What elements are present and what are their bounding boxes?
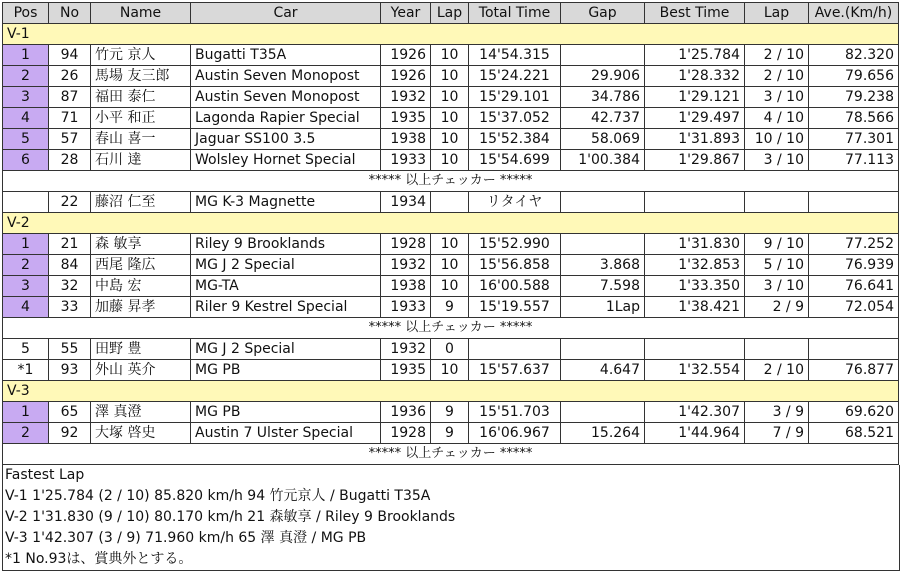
lap-cell: 10 — [431, 108, 469, 129]
year-cell: 1935 — [381, 108, 431, 129]
year-cell: 1933 — [381, 150, 431, 171]
car-cell: Austin Seven Monopost — [191, 87, 381, 108]
year-cell: 1938 — [381, 129, 431, 150]
number-cell: 65 — [49, 402, 91, 423]
total-time-cell — [469, 339, 561, 360]
number-cell: 71 — [49, 108, 91, 129]
number-cell: 55 — [49, 339, 91, 360]
lap-cell: 10 — [431, 276, 469, 297]
total-time-cell: 15'54.699 — [469, 150, 561, 171]
best-time-cell: 1'29.497 — [645, 108, 745, 129]
footer-line: V-2 1'31.830 (9 / 10) 80.170 km/h 21 森敏享 / Riley 9 Brooklands — [5, 509, 456, 525]
class-row — [3, 381, 899, 402]
best-lap-cell — [745, 192, 809, 213]
lap-cell: 9 — [431, 423, 469, 444]
average-speed-cell: 69.620 — [809, 402, 899, 423]
lap-cell: 10 — [431, 234, 469, 255]
lap-cell: 9 — [431, 402, 469, 423]
best-time-cell — [645, 339, 745, 360]
header-no: No — [49, 3, 91, 24]
driver-name-cell: 春山 喜一 — [91, 129, 191, 150]
car-cell: MG PB — [191, 402, 381, 423]
average-speed-cell — [809, 192, 899, 213]
table-body — [3, 24, 899, 465]
pos-cell: 5 — [3, 129, 49, 150]
car-cell: MG J 2 Special — [191, 339, 381, 360]
total-time-cell: 15'56.858 — [469, 255, 561, 276]
table-row — [3, 402, 899, 423]
header-gap: Gap — [561, 3, 645, 24]
class-label: V-1 — [3, 24, 899, 45]
table-row — [3, 276, 899, 297]
total-time-cell: 15'37.052 — [469, 108, 561, 129]
lap-cell: 10 — [431, 150, 469, 171]
table-row — [3, 150, 899, 171]
number-cell: 33 — [49, 297, 91, 318]
total-time-cell: 16'06.967 — [469, 423, 561, 444]
average-speed-cell: 79.656 — [809, 66, 899, 87]
class-label: V-3 — [3, 381, 899, 402]
best-lap-cell: 3 / 10 — [745, 150, 809, 171]
average-speed-cell: 76.939 — [809, 255, 899, 276]
gap-cell — [561, 339, 645, 360]
pos-cell: 5 — [3, 339, 49, 360]
pos-cell: 2 — [3, 66, 49, 87]
best-time-cell: 1'33.350 — [645, 276, 745, 297]
best-lap-cell: 9 / 10 — [745, 234, 809, 255]
best-time-cell: 1'28.332 — [645, 66, 745, 87]
number-cell: 32 — [49, 276, 91, 297]
class-row — [3, 213, 899, 234]
table-row — [3, 360, 899, 381]
table-row — [3, 339, 899, 360]
footer-line: *1 No.93は、賞典外とする。 — [5, 551, 193, 567]
gap-cell — [561, 234, 645, 255]
number-cell: 22 — [49, 192, 91, 213]
table-row — [3, 45, 899, 66]
car-cell: MG J 2 Special — [191, 255, 381, 276]
lap-cell: 9 — [431, 297, 469, 318]
header-year: Year — [381, 3, 431, 24]
average-speed-cell: 77.252 — [809, 234, 899, 255]
best-lap-cell: 3 / 10 — [745, 87, 809, 108]
lap-cell: 10 — [431, 129, 469, 150]
best-time-cell: 1'29.121 — [645, 87, 745, 108]
table-row — [3, 192, 899, 213]
header-total-time: Total Time — [469, 3, 561, 24]
total-time-cell: 15'52.384 — [469, 129, 561, 150]
best-lap-cell: 7 / 9 — [745, 423, 809, 444]
pos-cell: 2 — [3, 423, 49, 444]
driver-name-cell: 澤 真澄 — [91, 402, 191, 423]
car-cell: Austin Seven Monopost — [191, 66, 381, 87]
pos-cell: 1 — [3, 402, 49, 423]
table-row — [3, 87, 899, 108]
lap-cell: 10 — [431, 360, 469, 381]
header-row — [3, 3, 899, 24]
pos-cell: 4 — [3, 297, 49, 318]
year-cell: 1932 — [381, 87, 431, 108]
total-time-cell: 15'52.990 — [469, 234, 561, 255]
year-cell: 1926 — [381, 45, 431, 66]
number-cell: 94 — [49, 45, 91, 66]
driver-name-cell: 小平 和正 — [91, 108, 191, 129]
checker-note: ***** 以上チェッカー ***** — [3, 444, 899, 465]
footer-line: V-1 1'25.784 (2 / 10) 85.820 km/h 94 竹元京人 / Bugatti T35A — [5, 488, 431, 504]
gap-cell: 1'00.384 — [561, 150, 645, 171]
lap-cell: 0 — [431, 339, 469, 360]
pos-cell — [3, 192, 49, 213]
year-cell: 1926 — [381, 66, 431, 87]
footer-title: Fastest Lap — [5, 467, 85, 483]
average-speed-cell: 76.641 — [809, 276, 899, 297]
best-time-cell: 1'29.867 — [645, 150, 745, 171]
header-best-lap: Lap — [745, 3, 809, 24]
car-cell: Lagonda Rapier Special — [191, 108, 381, 129]
checker-note: ***** 以上チェッカー ***** — [3, 171, 899, 192]
best-lap-cell: 2 / 10 — [745, 360, 809, 381]
driver-name-cell: 西尾 隆広 — [91, 255, 191, 276]
average-speed-cell: 79.238 — [809, 87, 899, 108]
year-cell: 1935 — [381, 360, 431, 381]
table-row — [3, 66, 899, 87]
driver-name-cell: 森 敏享 — [91, 234, 191, 255]
number-cell: 92 — [49, 423, 91, 444]
gap-cell: 42.737 — [561, 108, 645, 129]
year-cell: 1932 — [381, 255, 431, 276]
car-cell: Austin 7 Ulster Special — [191, 423, 381, 444]
results-sheet — [2, 2, 898, 571]
driver-name-cell: 加藤 昇孝 — [91, 297, 191, 318]
gap-cell — [561, 45, 645, 66]
table-row — [3, 255, 899, 276]
year-cell: 1928 — [381, 423, 431, 444]
checker-note-row — [3, 318, 899, 339]
gap-cell — [561, 192, 645, 213]
driver-name-cell: 田野 豊 — [91, 339, 191, 360]
pos-cell: *1 — [3, 360, 49, 381]
table-header — [3, 3, 899, 24]
driver-name-cell: 藤沼 仁至 — [91, 192, 191, 213]
car-cell: MG-TA — [191, 276, 381, 297]
gap-cell: 29.906 — [561, 66, 645, 87]
year-cell: 1928 — [381, 234, 431, 255]
checker-note-row — [3, 444, 899, 465]
average-speed-cell: 77.113 — [809, 150, 899, 171]
best-lap-cell: 10 / 10 — [745, 129, 809, 150]
results-table — [2, 2, 899, 465]
header-lap: Lap — [431, 3, 469, 24]
best-time-cell: 1'38.421 — [645, 297, 745, 318]
total-time-cell: 16'00.588 — [469, 276, 561, 297]
checker-note: ***** 以上チェッカー ***** — [3, 318, 899, 339]
pos-cell: 6 — [3, 150, 49, 171]
best-time-cell: 1'32.853 — [645, 255, 745, 276]
best-lap-cell — [745, 339, 809, 360]
header-car: Car — [191, 3, 381, 24]
driver-name-cell: 中島 宏 — [91, 276, 191, 297]
best-time-cell: 1'31.893 — [645, 129, 745, 150]
gap-cell — [561, 402, 645, 423]
number-cell: 57 — [49, 129, 91, 150]
number-cell: 21 — [49, 234, 91, 255]
best-lap-cell: 4 / 10 — [745, 108, 809, 129]
car-cell: Jaguar SS100 3.5 — [191, 129, 381, 150]
number-cell: 26 — [49, 66, 91, 87]
lap-cell: 10 — [431, 87, 469, 108]
footer-line: V-3 1'42.307 (3 / 9) 71.960 km/h 65 澤 真澄 / MG PB — [5, 530, 367, 546]
lap-cell: 10 — [431, 66, 469, 87]
pos-cell: 3 — [3, 276, 49, 297]
pos-cell: 2 — [3, 255, 49, 276]
car-cell: Riler 9 Kestrel Special — [191, 297, 381, 318]
car-cell: Wolsley Hornet Special — [191, 150, 381, 171]
best-lap-cell: 5 / 10 — [745, 255, 809, 276]
year-cell: 1933 — [381, 297, 431, 318]
gap-cell: 7.598 — [561, 276, 645, 297]
gap-cell: 15.264 — [561, 423, 645, 444]
table-row — [3, 423, 899, 444]
year-cell: 1936 — [381, 402, 431, 423]
gap-cell: 3.868 — [561, 255, 645, 276]
average-speed-cell: 78.566 — [809, 108, 899, 129]
total-time-cell: 15'29.101 — [469, 87, 561, 108]
header-pos: Pos — [3, 3, 49, 24]
lap-cell: 10 — [431, 255, 469, 276]
best-time-cell: 1'31.830 — [645, 234, 745, 255]
year-cell: 1932 — [381, 339, 431, 360]
number-cell: 93 — [49, 360, 91, 381]
car-cell: Bugatti T35A — [191, 45, 381, 66]
average-speed-cell — [809, 339, 899, 360]
year-cell: 1938 — [381, 276, 431, 297]
fastest-lap-footer — [2, 465, 900, 571]
total-time-cell: リタイヤ — [469, 192, 561, 213]
header-best-time: Best Time — [645, 3, 745, 24]
driver-name-cell: 石川 達 — [91, 150, 191, 171]
table-row — [3, 234, 899, 255]
best-lap-cell: 3 / 9 — [745, 402, 809, 423]
gap-cell: 34.786 — [561, 87, 645, 108]
average-speed-cell: 68.521 — [809, 423, 899, 444]
driver-name-cell: 竹元 京人 — [91, 45, 191, 66]
best-lap-cell: 3 / 10 — [745, 276, 809, 297]
header-average-speed: Ave.(Km/h) — [809, 3, 899, 24]
total-time-cell: 15'57.637 — [469, 360, 561, 381]
total-time-cell: 15'24.221 — [469, 66, 561, 87]
table-row — [3, 129, 899, 150]
best-lap-cell: 2 / 10 — [745, 66, 809, 87]
number-cell: 84 — [49, 255, 91, 276]
best-lap-cell: 2 / 9 — [745, 297, 809, 318]
average-speed-cell: 82.320 — [809, 45, 899, 66]
average-speed-cell: 72.054 — [809, 297, 899, 318]
car-cell: Riley 9 Brooklands — [191, 234, 381, 255]
class-row — [3, 24, 899, 45]
average-speed-cell: 76.877 — [809, 360, 899, 381]
lap-cell — [431, 192, 469, 213]
class-label: V-2 — [3, 213, 899, 234]
best-lap-cell: 2 / 10 — [745, 45, 809, 66]
checker-note-row — [3, 171, 899, 192]
best-time-cell: 1'44.964 — [645, 423, 745, 444]
driver-name-cell: 福田 泰仁 — [91, 87, 191, 108]
best-time-cell: 1'32.554 — [645, 360, 745, 381]
number-cell: 87 — [49, 87, 91, 108]
pos-cell: 3 — [3, 87, 49, 108]
gap-cell: 1Lap — [561, 297, 645, 318]
pos-cell: 1 — [3, 45, 49, 66]
gap-cell: 4.647 — [561, 360, 645, 381]
driver-name-cell: 外山 英介 — [91, 360, 191, 381]
driver-name-cell: 馬場 友三郎 — [91, 66, 191, 87]
total-time-cell: 15'19.557 — [469, 297, 561, 318]
car-cell: MG K-3 Magnette — [191, 192, 381, 213]
best-time-cell: 1'42.307 — [645, 402, 745, 423]
best-time-cell — [645, 192, 745, 213]
number-cell: 28 — [49, 150, 91, 171]
gap-cell: 58.069 — [561, 129, 645, 150]
average-speed-cell: 77.301 — [809, 129, 899, 150]
lap-cell: 10 — [431, 45, 469, 66]
total-time-cell: 14'54.315 — [469, 45, 561, 66]
table-row — [3, 297, 899, 318]
total-time-cell: 15'51.703 — [469, 402, 561, 423]
table-row — [3, 108, 899, 129]
driver-name-cell: 大塚 啓史 — [91, 423, 191, 444]
header-name: Name — [91, 3, 191, 24]
best-time-cell: 1'25.784 — [645, 45, 745, 66]
car-cell: MG PB — [191, 360, 381, 381]
year-cell: 1934 — [381, 192, 431, 213]
pos-cell: 1 — [3, 234, 49, 255]
pos-cell: 4 — [3, 108, 49, 129]
